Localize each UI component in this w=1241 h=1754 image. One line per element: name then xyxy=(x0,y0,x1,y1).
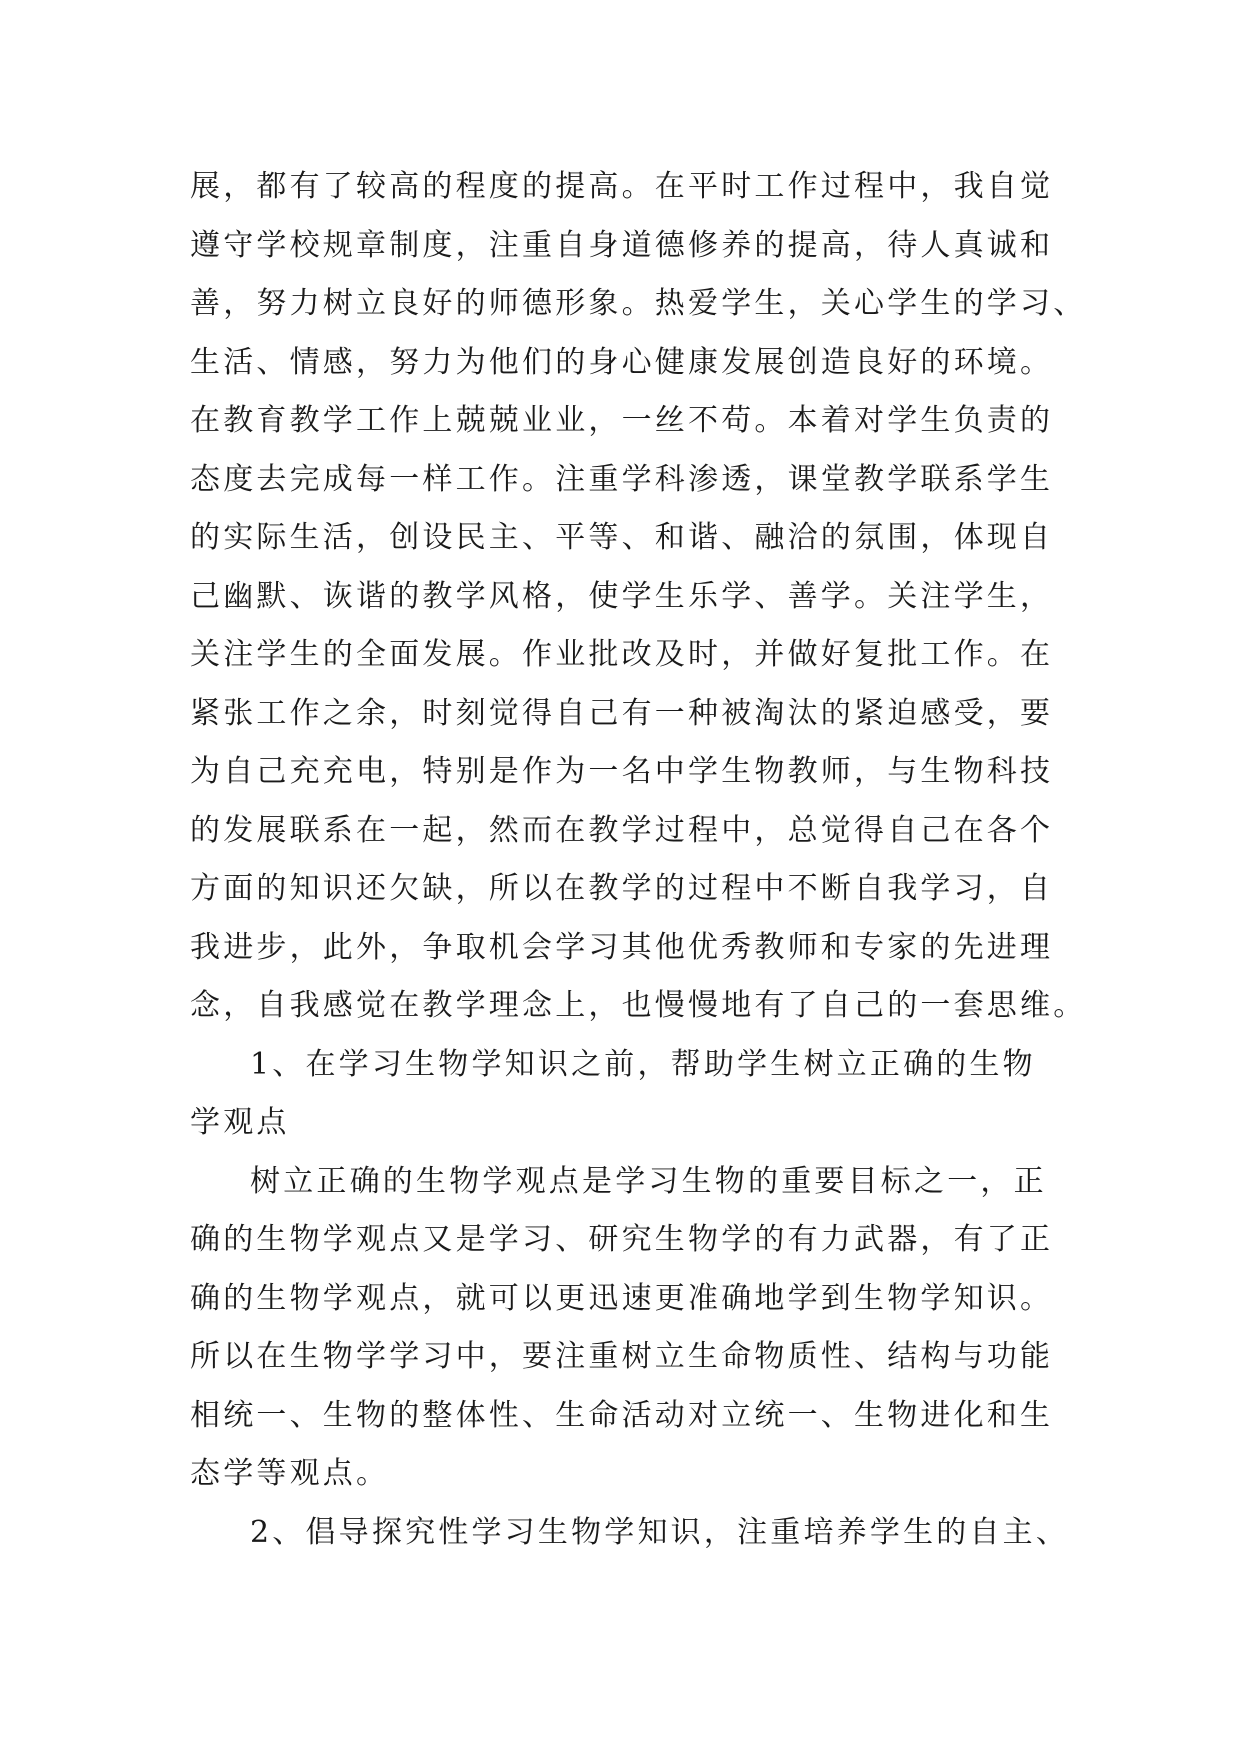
text-line: 生活、情感，努力为他们的身心健康发展创造良好的环境。 xyxy=(190,344,1054,380)
text-line: 善，努力树立良好的师德形象。热爱学生，关心学生的学习、 xyxy=(190,286,1087,321)
text-line: 确的生物学观点，就可以更迅速更准确地学到生物学知识。 xyxy=(190,1280,1054,1316)
text-line: 学观点 xyxy=(190,1105,290,1140)
text-line: 己幽默、诙谐的教学风格，使学生乐学、善学。关注学生， xyxy=(190,578,1054,614)
text-line: 方面的知识还欠缺，所以在教学的过程中不断自我学习，自 xyxy=(190,871,1054,906)
text-line: 的实际生活，创设民主、平等、和谐、融洽的氛围，体现自 xyxy=(190,520,1054,555)
text-line: 我进步，此外，争取机会学习其他优秀教师和专家的先进理 xyxy=(190,929,1054,965)
text-line: 遵守学校规章制度，注重自身道德修养的提高，待人真诚和 xyxy=(190,227,1054,263)
text-line: 所以在生物学学习中，要注重树立生命物质性、结构与功能 xyxy=(190,1339,1054,1374)
text-line: 1、在学习生物学知识之前，帮助学生树立正确的生物 xyxy=(250,1046,1036,1082)
text-line: 紧张工作之余，时刻觉得自己有一种被淘汰的紧迫感受，要 xyxy=(190,695,1054,731)
text-line: 2、倡导探究性学习生物学知识，注重培养学生的自主、 xyxy=(250,1514,1070,1550)
text-line: 确的生物学观点又是学习、研究生物学的有力武器，有了正 xyxy=(190,1222,1054,1257)
text-line: 展，都有了较高的程度的提高。在平时工作过程中，我自觉 xyxy=(190,169,1054,204)
text-line: 态学等观点。 xyxy=(190,1456,390,1491)
text-line: 关注学生的全面发展。作业批改及时，并做好复批工作。在 xyxy=(190,637,1054,672)
text-line: 态度去完成每一样工作。注重学科渗透，课堂教学联系学生 xyxy=(190,461,1054,497)
text-line: 树立正确的生物学观点是学习生物的重要目标之一，正 xyxy=(250,1163,1047,1199)
body-text xyxy=(190,158,1087,1562)
text-line: 的发展联系在一起，然而在教学过程中，总觉得自己在各个 xyxy=(190,812,1054,848)
text-line: 为自己充充电，特别是作为一名中学生物教师，与生物科技 xyxy=(190,754,1054,789)
text-line: 念，自我感觉在教学理念上，也慢慢地有了自己的一套思维。 xyxy=(190,988,1087,1023)
text-line: 在教育教学工作上兢兢业业，一丝不苟。本着对学生负责的 xyxy=(190,403,1054,438)
text-line: 相统一、生物的整体性、生命活动对立统一、生物进化和生 xyxy=(190,1397,1054,1433)
